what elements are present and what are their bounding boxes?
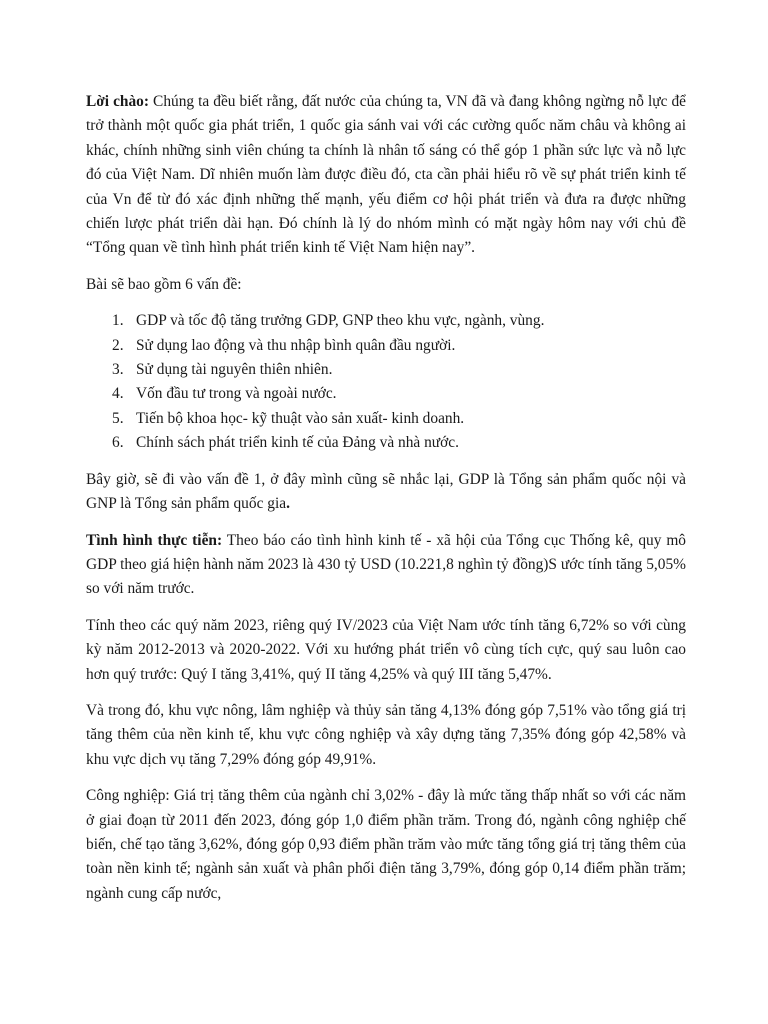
issue1-text: Bây giờ, sẽ đi vào vấn đề 1, ở đây mình cũng sẽ nhắc lại, GDP là Tổng sản phẩm quốc nội và GNP là Tổng sản phẩm quốc gia [86,470,686,513]
list-item [86,382,686,406]
industry-paragraph: Công nghiệp: Giá trị tăng thêm của ngành chỉ 3,02% - đây là mức tăng thấp nhất so với các năm ở giai đoạn từ 2011 đến 2023, đóng góp 1,0 điểm phần trăm. Trong đó, ngành công nghiệp chế biến, chế tạo tăng 3,62%, đóng góp 0,93 điểm phần trăm vào mức tăng tổng giá trị tăng thêm của toàn nền kinh tế; ngành sản xuất và phân phối điện tăng 3,79%, đóng góp 0,14 điểm phần trăm; ngành cung cấp nước, [86,787,686,902]
list-item-number: 3. [112,361,124,379]
situation-text: Theo báo cáo tình hình kinh tế - xã hội của Tổng cục Thống kê, quy mô GDP theo giá hiện hành năm 2023 là 430 tỷ USD (10.221,8 nghìn tỷ đồng)S ước tính tăng 5,05% so với năm trước. [86,531,687,598]
document-page [86,90,686,918]
list-item-text: Chính sách phát triển kinh tế của Đảng và nhà nước. [136,434,459,452]
list-item-text: Sử dụng tài nguyên thiên nhiên. [136,361,333,379]
situation-paragraph [86,529,686,602]
sectors-paragraph: Và trong đó, khu vực nông, lâm nghiệp và thủy sản tăng 4,13% đóng góp 7,51% vào tổng giá trị tăng thêm của nền kinh tế, khu vực công nghiệp và xây dựng tăng 7,35% đóng góp 42,58% và khu vực dịch vụ tăng 7,29% đóng góp 49,91%. [86,701,686,768]
intro-paragraph: Bài sẽ bao gồm 6 vấn đề: [86,275,242,293]
greeting-paragraph [86,90,686,261]
list-item [86,309,686,333]
list-item-number: 1. [112,312,124,330]
list-item-number: 6. [112,434,124,452]
situation-label: Tình hình thực tiễn: [86,531,223,549]
list-item [86,334,686,358]
list-item-text: Tiến bộ khoa học- kỹ thuật vào sản xuất- kinh doanh. [136,409,465,427]
issue1-paragraph [86,468,686,517]
list-item [86,358,686,382]
list-item-number: 2. [112,336,124,354]
topics-list [86,309,686,455]
issue1-end: . [286,495,290,513]
list-item-text: Sử dụng lao động và thu nhập bình quân đầu người. [136,336,456,354]
greeting-text: Chúng ta đều biết rằng, đất nước của chúng ta, VN đã và đang không ngừng nỗ lực để trở thành một quốc gia phát triển, 1 quốc gia sánh vai với các cường quốc năm châu và không ai khác, chính những sinh viên chúng ta chính là nhân tố sáng có thể góp 1 phần sức lực và nỗ lực đó của Việt Nam. Dĩ nhiên muốn làm được điều đó, cta cần phải hiểu rõ về sự phát triển kinh tế của Vn để từ đó xác định những thế mạnh, yếu điểm cơ hội phát triển và đưa ra được những chiến lược phát triển dài hạn. Đó chính là lý do nhóm mình có mặt ngày hôm nay với chủ đề “Tổng quan về tình hình phát triển kinh tế Việt Nam hiện nay”. [86,93,686,257]
list-item-text: Vốn đầu tư trong và ngoài nước. [136,385,337,403]
list-item [86,407,686,431]
greeting-label: Lời chào: [86,93,150,110]
list-item-number: 4. [112,385,124,403]
list-item [86,431,686,455]
quarters-paragraph: Tính theo các quý năm 2023, riêng quý IV/2023 của Việt Nam ước tính tăng 6,72% so với cùng kỳ năm 2012-2013 và 2020-2022. Với xu hướng phát triển vô cùng tích cực, quý sau luôn cao hơn quý trước: Quý I tăng 3,41%, quý II tăng 4,25% và quý III tăng 5,47%. [86,616,686,683]
list-item-number: 5. [112,409,124,427]
list-item-text: GDP và tốc độ tăng trưởng GDP, GNP theo khu vực, ngành, vùng. [136,312,545,330]
